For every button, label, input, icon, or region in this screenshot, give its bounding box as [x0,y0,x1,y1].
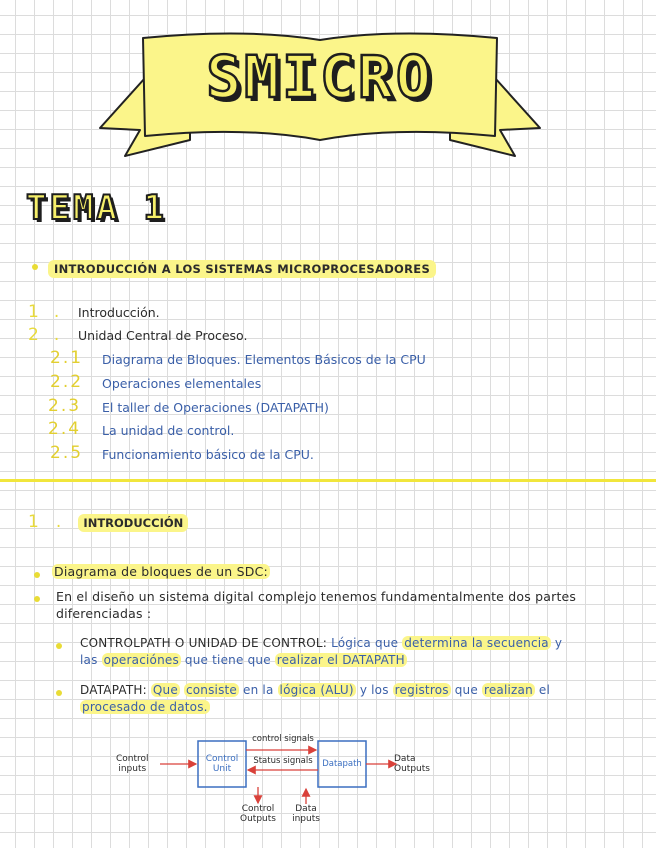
title-banner [95,18,545,158]
bullet-icon [32,264,38,270]
data-inputs-label: Data inputs [292,804,320,824]
bullet-icon [56,690,62,696]
intro-bullet-1: Diagrama de bloques de un SDC: [54,564,268,579]
block-diagram [110,728,450,833]
subtoc-item: 2.1 Diagrama de Bloques. Elementos Básicos de la CPU [50,348,426,368]
subtoc-item: 2.4 La unidad de control. [48,419,235,439]
controlpath-text: CONTROLPATH O UNIDAD DE CONTROL: Lógica que determina la secuencia y las operaciónes que tiene que realizar el DATAPATH [80,636,563,667]
status-signals-label: Status signals [253,756,313,766]
intro-heading: 1 . INTRODUCCIÓN [28,512,188,532]
banner-title: SMICRO [206,43,434,111]
subtoc-item: 2.5 Funcionamiento básico de la CPU. [50,443,314,463]
control-unit-block: Control Unit [205,754,239,774]
datapath-text: DATAPATH: Que consiste en la lógica (ALU) y los registros que realizan el procesado de datos. [80,683,551,714]
toc-item: 2 . Unidad Central de Proceso. [28,325,248,345]
data-outputs-label: Data Outputs [394,754,430,774]
control-inputs-label: Control inputs [116,754,149,774]
section-title: INTRODUCCIÓN A LOS SISTEMAS MICROPROCESADORES [48,258,436,277]
bullet-icon [34,596,40,602]
control-signals-label: control signals [252,734,314,744]
page-heading: TEMA 1 [26,188,167,228]
toc-item: 1 . Introducción. [28,302,160,322]
subtoc-item: 2.3 El taller de Operaciones (DATAPATH) [48,396,329,416]
bullet-icon [34,572,40,578]
subtoc-item: 2.2 Operaciones elementales [50,372,262,392]
intro-bullet-2: En el diseño un sistema digital complejo tenemos fundamentalmente dos partes diferenciadas : [56,589,577,621]
control-outputs-label: Control Outputs [240,804,276,824]
divider [0,479,656,482]
datapath-block: Datapath [322,759,362,769]
bullet-icon [56,643,62,649]
